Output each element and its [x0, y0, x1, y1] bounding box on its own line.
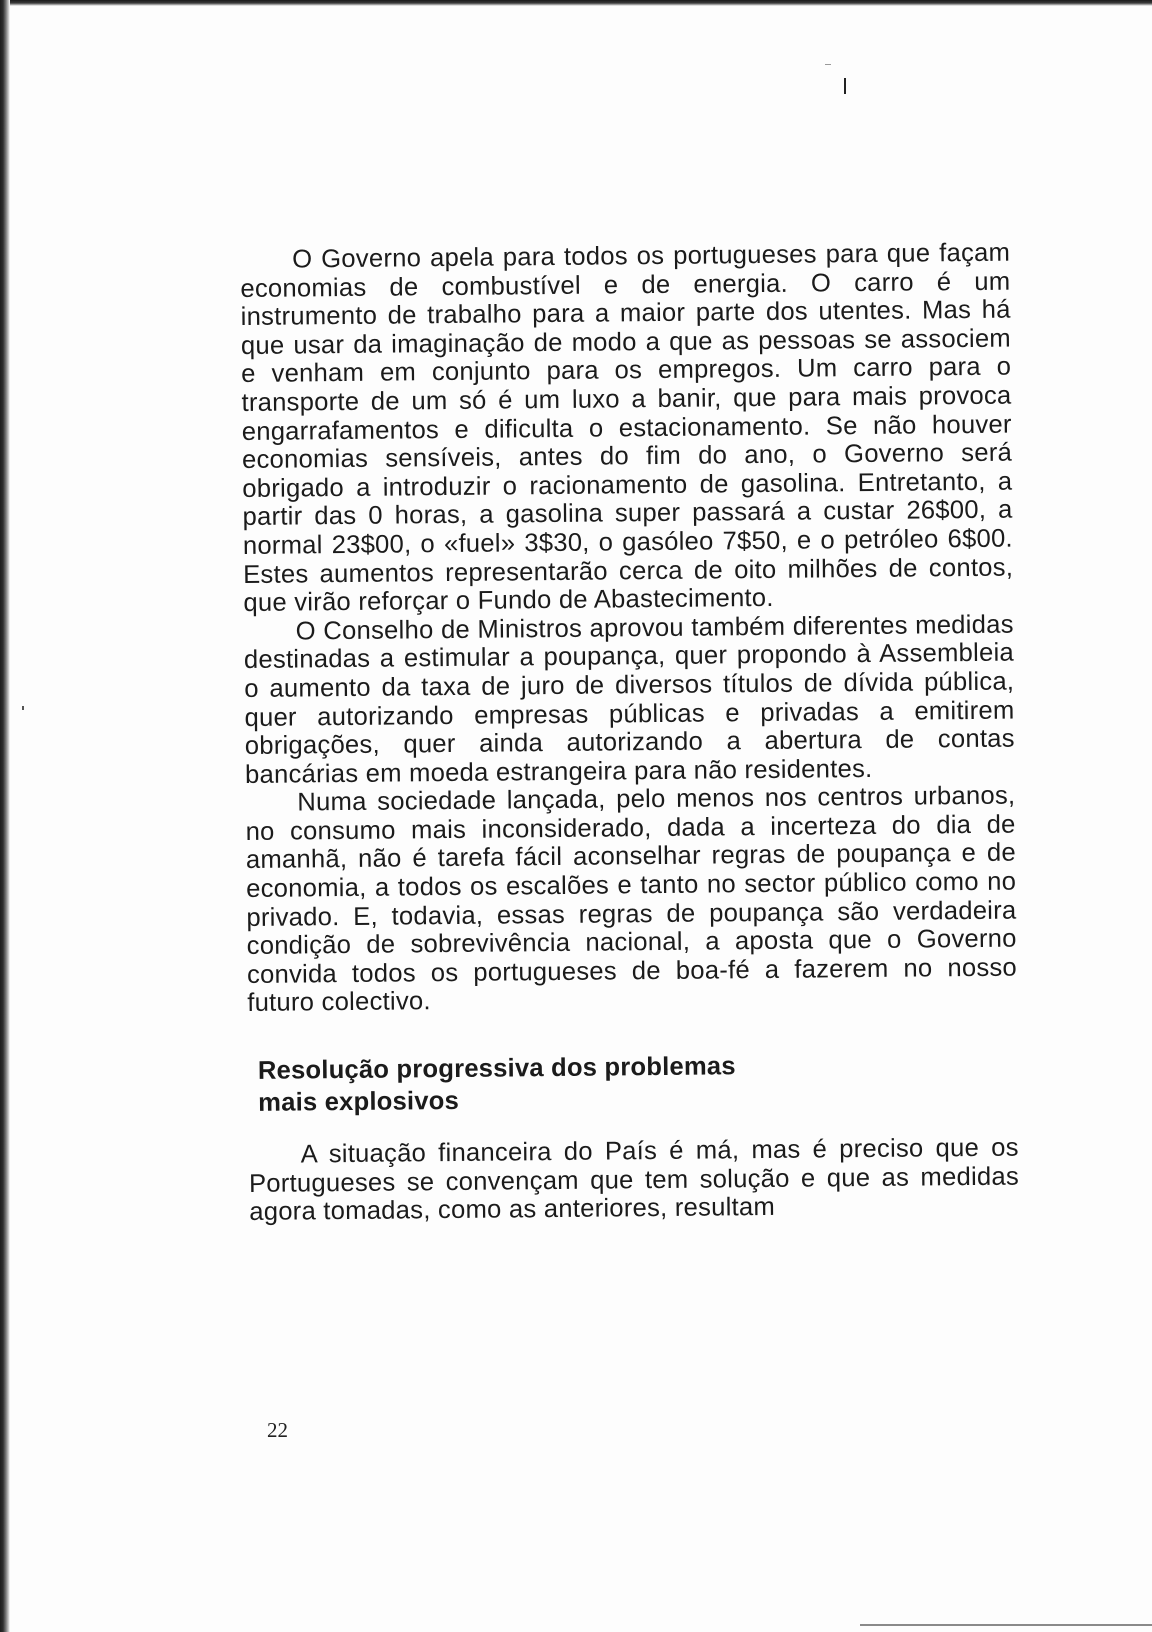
paragraph-fuel-economy: O Governo apela para todos os portugueses para que façam economias de combustível e de energia. O carro é um instrumento de trabalho para a maior parte dos utentes. Mas há que usar da imaginação de modo a que as pessoas se associem e venham em conjunto para os empregos. Um carro para o transporte de um só é um luxo a banir, que para mais provoca engarrafamentos e dificulta o estacionamento. Se não houver economias sensíveis, antes do fim do ano, o Governo será obrigado a introduzir o racionamento de gasolina. Entretanto, a partir das 0 horas, a gasolina super passará a custar 26$00, a normal 23$00, o «fuel» 3$30, o gasóleo 7$50, e o petróleo 6$00. Estes aumentos representarão cerca de oito milhões de contos, que virão reforçar o Fundo de Abastecimento.	[240, 238, 1014, 618]
ink-speck	[825, 64, 831, 65]
paragraph-national-survival: Numa sociedade lançada, pelo menos nos centros urbanos, no consumo mais inconsiderado, dada a incerteza do dia de amanhã, não é tarefa fácil aconselhar regras de poupança e de economia, a todos os escalões e tanto no sector público como no privado. E, todavia, essas regras de poupança são verdadeira condição de sobrevivência nacional, a aposta que o Governo convida todos os portugueses de boa-fé a fazerem no nosso futuro colectivo.	[245, 781, 1018, 1018]
paragraph-savings-measures: O Conselho de Ministros aprovou também diferentes medidas destinadas a estimular a poupança, quer propondo à Assembleia o aumento da taxa de juro de diversos títulos de dívida pública, quer autorizando empresas públicas e privadas a emitirem obrigações, quer ainda autorizando a abertura de contas bancárias em moeda estrangeira para não residentes.	[243, 610, 1015, 789]
section-heading-line-1: Resolução progressiva dos problemas	[257, 1052, 736, 1085]
section-heading-line-2: mais explosivos	[258, 1086, 460, 1117]
ink-speck	[22, 706, 24, 710]
paragraph-financial-situation: A situação financeira do País é má, mas é preciso que os Portugueses se convençam que tem solução e que as medidas agora tomadas, como as anteriores, resultam	[248, 1133, 1020, 1227]
page-number: 22	[267, 1418, 288, 1442]
bottom-scan-edge	[860, 1624, 1152, 1626]
section-heading	[258, 1050, 779, 1119]
top-scan-edge	[0, 0, 1152, 6]
ink-speck	[844, 78, 846, 94]
left-scan-edge	[0, 0, 10, 1632]
article-body	[240, 239, 1019, 1227]
